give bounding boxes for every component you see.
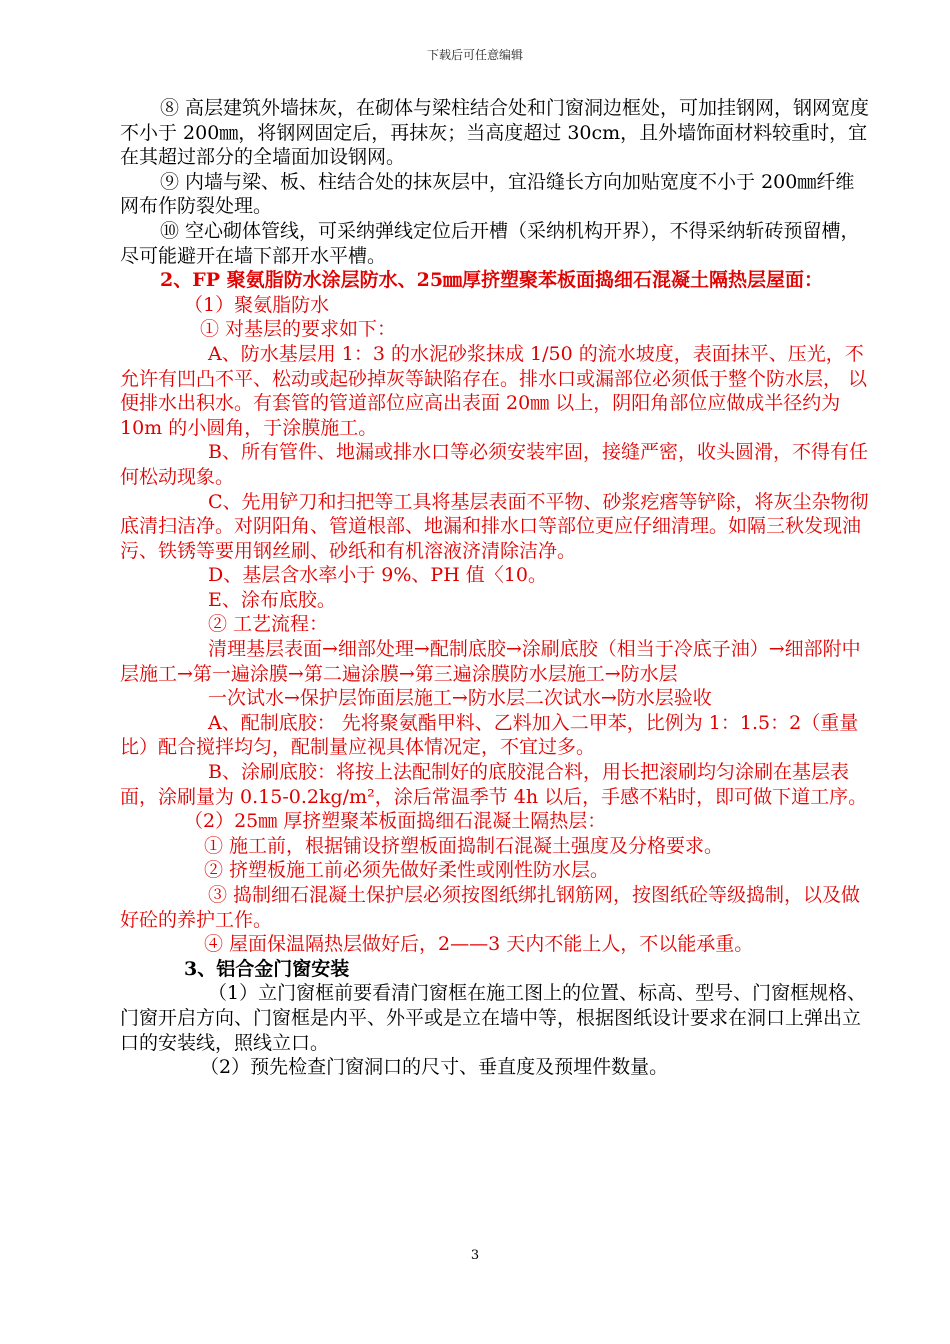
requirement-e: E、涂布底胶。 bbox=[208, 588, 336, 611]
process-flow-steps: 清理基层表面→细部处理→配制底胶→涂刷底胶（相当于冷底子油）→细部附中层施工→第一遍涂膜→第二遍涂膜→第三遍涂膜防水层施工→防水层 bbox=[120, 638, 861, 685]
requirement-a: A、防水基层用 1：3 的水泥砂浆抹成 1/50 的流水坡度，表面抹平、压光，不允许有凹凸不平、松动或起砂掉灰等缺陷存在。排水口或漏部位必须低于整个防水层， 以便排水出积水。有套管的管道部位应高出表面 20㎜ 以上，阴阳角部位应做成半径约为 10m 的小圆角，于涂膜施工。 bbox=[120, 342, 868, 439]
insulation-item-2: ② 挤塑板施工前必须先做好柔性或刚性防水层。 bbox=[204, 859, 610, 882]
paragraph-item-9: ⑨ 内墙与梁、板、柱结合处的抹灰层中，宜沿缝长方向加贴宽度不小于 200㎜纤维网布作防裂处理。 bbox=[120, 170, 855, 218]
insulation-item-1: ① 施工前，根据铺设挤塑板面捣制石混凝土强度及分格要求。 bbox=[204, 834, 724, 857]
document-body bbox=[120, 96, 870, 1080]
page-number: 3 bbox=[470, 1248, 480, 1263]
paragraph-item-10: ⑩ 空心砌体管线，可采纳弹线定位后开槽（采纳机构开界），不得采纳斩砖预留槽，尽可能避开在墙下部开水平槽。 bbox=[120, 219, 860, 267]
requirement-d: D、基层含水率小于 9%、PH 值〈10。 bbox=[208, 564, 547, 587]
insulation-item-3: ③ 捣制细石混凝土保护层必须按图纸绑扎钢筋网，按图纸砼等级捣制，以及做好砼的养护工作。 bbox=[120, 884, 861, 931]
requirement-b: B、所有管件、地漏或排水口等必须安装牢固，接缝严密，收头圆滑，不得有任何松动现象。 bbox=[120, 441, 868, 488]
process-flow-steps-cont: 一次试水→保护层饰面层施工→防水层二次试水→防水层验收 bbox=[208, 687, 712, 710]
insulation-item-4: ④ 屋面保温隔热层做好后，2——3 天内不能上人，不以能承重。 bbox=[204, 933, 754, 956]
base-requirements-title: ① 对基层的要求如下： bbox=[200, 318, 397, 341]
subsection-heading-2: （2）25㎜ 厚挤塑聚苯板面捣细石混凝土隔热层： bbox=[184, 810, 607, 833]
process-flow-title: ② 工艺流程： bbox=[208, 613, 329, 636]
primer-preparation: A、配制底胶： 先将聚氨酯甲料、乙料加入二甲苯，比例为 1：1.5：2（重量比）配合搅拌均匀，配制量应视具体情况定，不宜过多。 bbox=[120, 711, 859, 759]
subsection-heading-1: （1）聚氨脂防水 bbox=[184, 293, 330, 316]
section-heading-2: 2、FP 聚氨脂防水涂层防水、25㎜厚挤塑聚苯板面捣细石混凝土隔热层屋面： bbox=[160, 269, 824, 292]
requirement-c: C、先用铲刀和扫把等工具将基层表面不平物、砂浆疙瘩等铲除，将灰尘杂物彻底清扫洁净。对阴阳角、管道根部、地漏和排水口等部位更应仔细清理。如隔三秋发现油污、铁锈等要用钢丝刷、砂纸和有机溶液济清除洁净。 bbox=[120, 490, 869, 562]
window-install-item-1: （1）立门窗框前要看清门窗框在施工图上的位置、标高、型号、门窗框规格、门窗开启方向、门窗框是内平、外平或是立在墙中等，根据图纸设计要求在洞口上弹出立口的安装线，照线立口。 bbox=[120, 982, 867, 1054]
primer-brushing: B、涂刷底胶：将按上法配制好的底胶混合料，用长把滚刷均匀涂刷在基层表面，涂刷量为 0.15-0.2kg/m²，涂后常温季节 4h 以后，手感不粘时，即可做下道工序。 bbox=[120, 761, 868, 808]
section-heading-3: 3、铝合金门窗安装 bbox=[184, 957, 350, 980]
paragraph-item-8: ⑧ 高层建筑外墙抹灰，在砌体与梁柱结合处和门窗洞边框处，可加挂钢网，钢网宽度不小于 200㎜，将钢网固定后，再抹灰；当高度超过 30cm，且外墙饰面材料较重时，宜在其超过部分的全墙面加设钢网。 bbox=[120, 97, 870, 169]
window-install-item-2: （2）预先检查门窗洞口的尺寸、垂直度及预埋件数量。 bbox=[200, 1056, 669, 1079]
page-header: 下载后可任意编辑 bbox=[426, 48, 523, 62]
